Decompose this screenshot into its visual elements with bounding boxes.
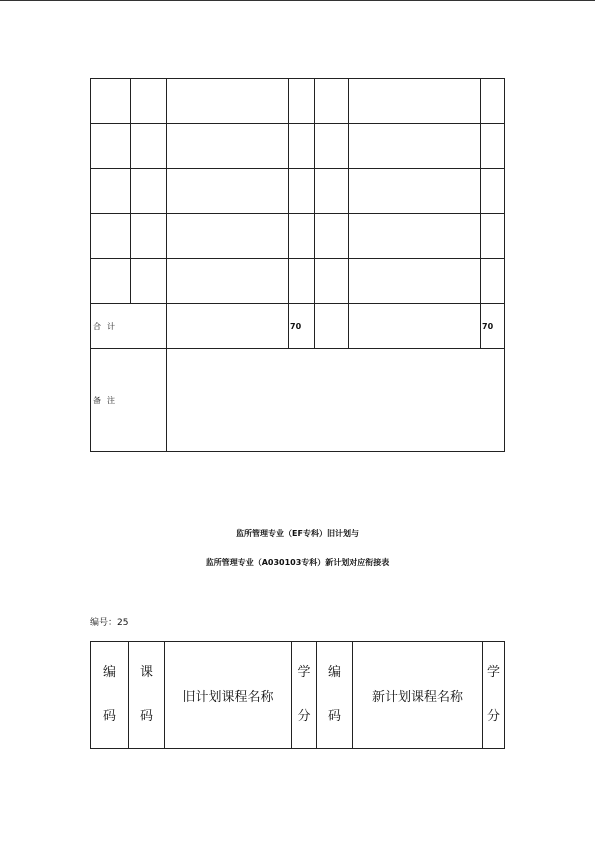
header-old-course-name: 旧计划课程名称 (165, 642, 292, 749)
table-row (91, 259, 505, 304)
course-mapping-table-header (90, 641, 505, 749)
header-new-credits: 学 分 (483, 642, 505, 749)
table-row (91, 214, 505, 259)
header-old-credits: 学 分 (292, 642, 317, 749)
total-row (91, 304, 505, 349)
remarks-content (167, 349, 505, 452)
table-row (91, 79, 505, 124)
table-row (91, 124, 505, 169)
header-code-old: 编 码 (91, 642, 129, 749)
new-total-credits: 70 (481, 304, 505, 349)
course-mapping-table-continued (90, 78, 505, 452)
top-border-line (0, 0, 595, 1)
old-total-credits: 70 (289, 304, 315, 349)
document-title-line-2: 监所管理专业（A030103专科）新计划对应衔接表 (205, 558, 390, 567)
table-row (91, 169, 505, 214)
header-code-new: 编 码 (317, 642, 353, 749)
document-number: 编号：25 (90, 618, 129, 628)
total-label: 合计 (91, 304, 167, 349)
document-title-line-1: 监所管理专业（EF专科）旧计划与 (236, 529, 359, 538)
header-new-course-name: 新计划课程名称 (353, 642, 483, 749)
header-course-code: 课 码 (129, 642, 165, 749)
remarks-label: 备注 (91, 349, 167, 452)
header-row (91, 642, 505, 749)
remarks-row (91, 349, 505, 452)
